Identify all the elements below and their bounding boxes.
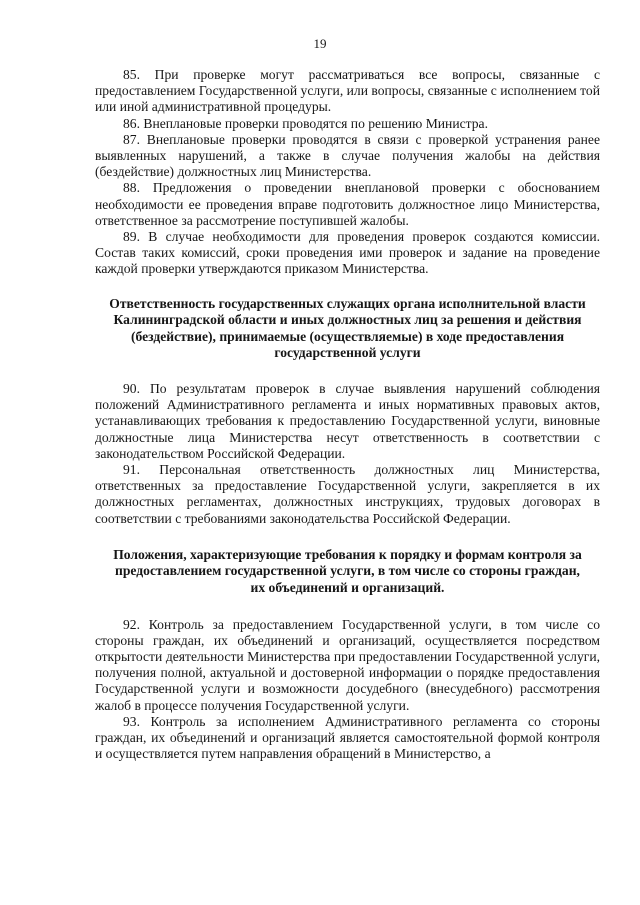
paragraph-89: 89. В случае необходимости для проведения проверок создаются комиссии. Состав таких комиссий, сроки проведения ими проверок и задание на проведение каждой проверки утверждаются приказом Министерства. [95,229,600,277]
paragraph-86: 86. Внеплановые проверки проводятся по решению Министра. [123,115,488,131]
section-heading-control: Положения, характеризующие требования к порядку и формам контроля за предоставлением государственной услуги, в том числе со стороны граждан, их объединений и организаций. [113,546,582,596]
spacer [95,278,600,296]
paragraph-93: 93. Контроль за исполнением Административного регламента со стороны граждан, их объединений и организаций является самостоятельной формой контроля и осуществляется путем направления обращений в Министерство, а [95,713,600,762]
paragraph-90: 90. По результатам проверок в случае выявления нарушений соблюдения положений Административного регламента и иных нормативных правовых актов, устанавливающих требования к предоставлению Государственной услуги, виновные должностные лица Министерства несут ответственность в соответствии с законодательством Российской Федерации. [95,381,600,461]
section-heading-responsibility: Ответственность государственных служащих органа исполнительной власти Калининградской области и иных должностных лиц за решения и действия (бездействие), принимаемые (осуществляемые) в ходе предоставления государственной услуги [109,295,586,361]
paragraph-92: 92. Контроль за предоставлением Государственной услуги, в том числе со стороны граждан, их объединений и организаций, осуществляется посредством открытости деятельности Министерства при предоставлении Государственной услуги, получения полной, актуальной и достоверной информации о порядке предоставления Государственной услуги и возможности досудебного (внесудебного) рассмотрения жалоб в процессе получения Государственной услуги. [95,616,600,713]
spacer [95,362,600,381]
spacer [95,597,600,617]
spacer [95,527,600,547]
document-body [95,67,600,762]
paragraph-91: 91. Персональная ответственность должностных лиц Министерства, ответственных за предоставление Государственной услуги, закрепляется в их должностных регламентах, должностных инструкциях, трудовых договорах в соответствии с требованиями законодательства Российской Федерации. [95,462,600,526]
paragraph-87: 87. Внеплановые проверки проводятся в связи с проверкой устранения ранее выявленных нарушений, а также в случае получения жалобы на действия (бездействие) должностных лиц Министерства. [95,131,600,180]
page-number: 19 [313,36,327,51]
paragraph-88: 88. Предложения о проведении внеплановой проверки с обоснованием необходимости ее проведения вправе подготовить должностное лицо Министерства, ответственное за рассмотрение поступившей жалобы. [95,180,600,228]
paragraph-85: 85. При проверке могут рассматриваться все вопросы, связанные с предоставлением Государственной услуги, или вопросы, связанные с исполнением той или иной административной процедуры. [95,67,600,115]
